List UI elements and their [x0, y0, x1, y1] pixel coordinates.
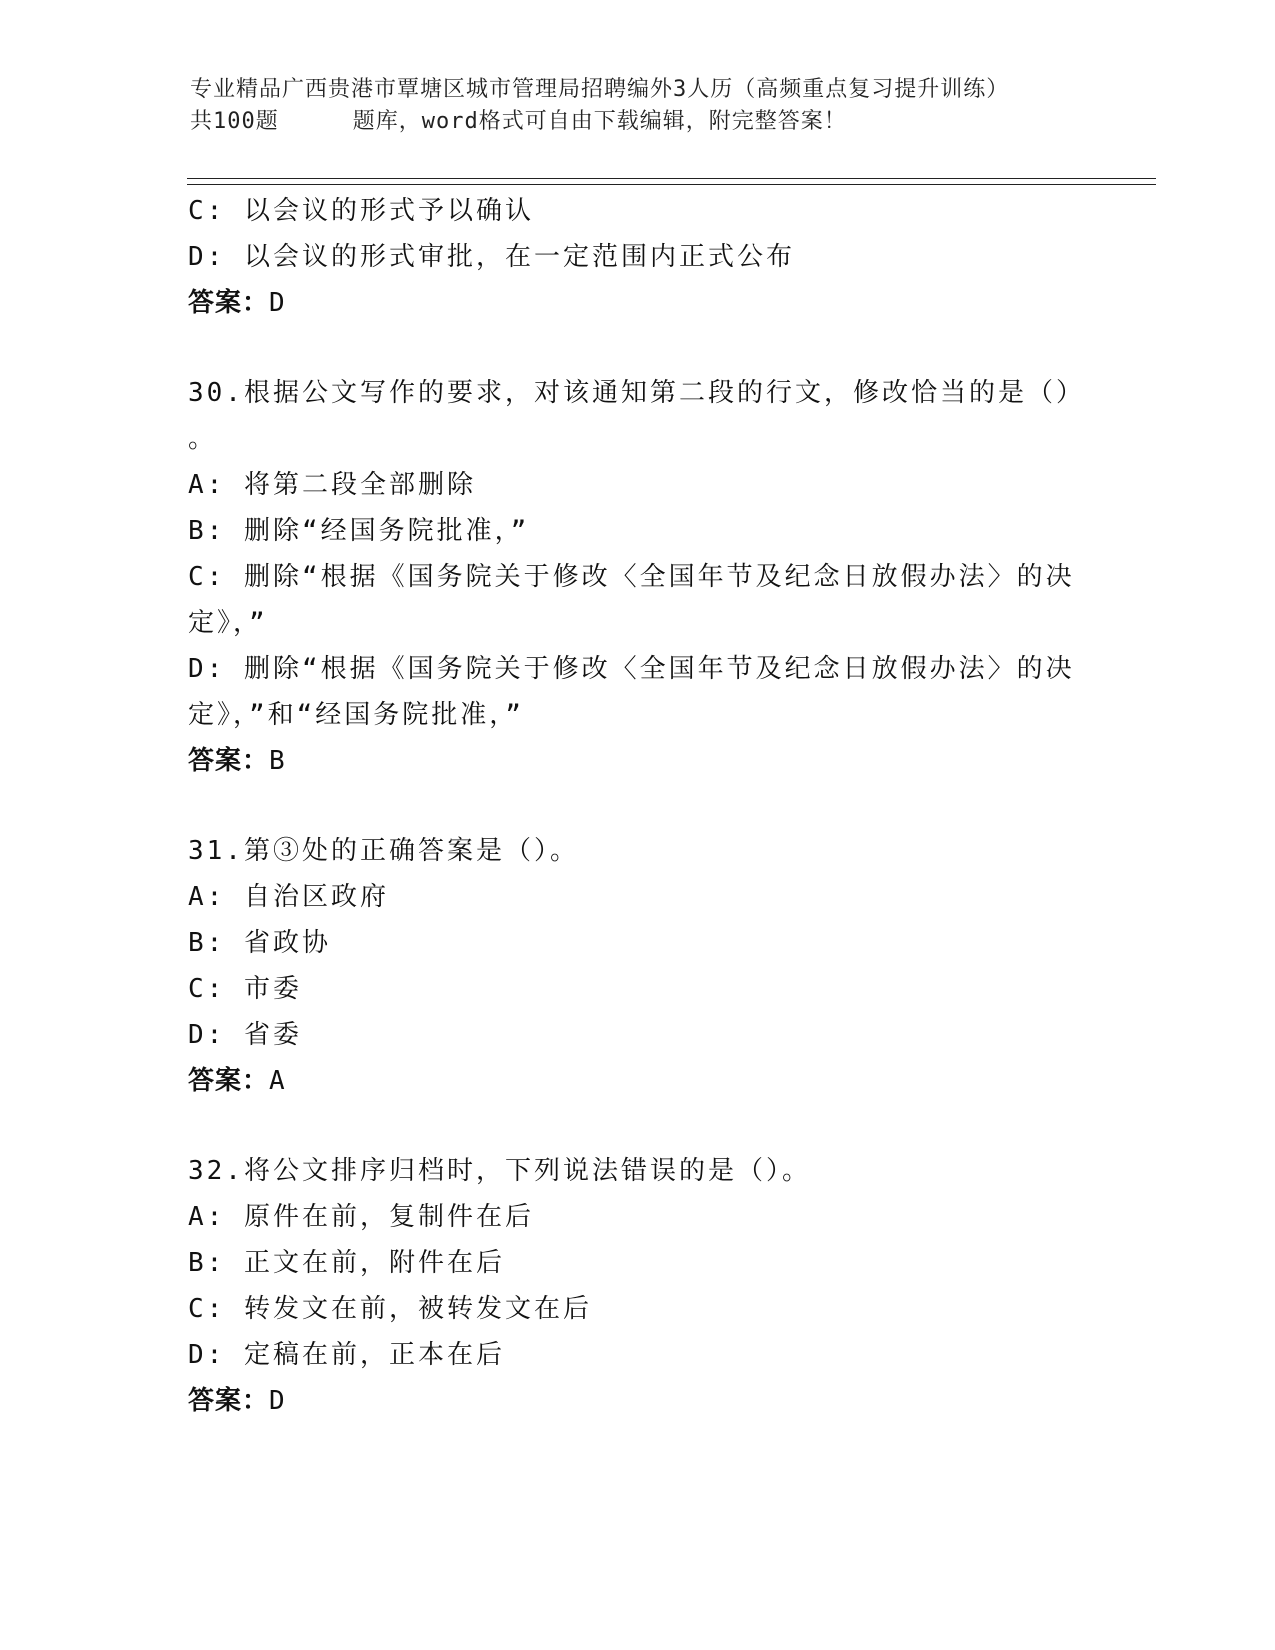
question-stem-continued: 。 — [188, 424, 218, 454]
option-d: D: 以会议的形式审批，在一定范围内正式公布 — [188, 242, 795, 272]
header-double-rule — [187, 178, 1156, 185]
answer-value: D — [269, 1386, 286, 1416]
question-block-prev — [188, 188, 1088, 326]
question-block-30 — [188, 370, 1088, 784]
option-b: B: 省政协 — [188, 928, 331, 958]
option-b: B: 正文在前，附件在后 — [188, 1248, 505, 1278]
option-a: A: 自治区政府 — [188, 882, 389, 912]
answer-value: B — [269, 746, 286, 776]
option-a: A: 原件在前，复制件在后 — [188, 1202, 534, 1232]
question-block-32 — [188, 1148, 1088, 1424]
answer-label: 答案： — [188, 746, 270, 776]
answer-label: 答案： — [188, 288, 270, 318]
header-subtitle-line — [190, 106, 1090, 138]
answer-line — [188, 280, 1088, 326]
header-description: 题库，word格式可自由下载编辑，附完整答案！ — [352, 109, 847, 134]
option-c: C: 转发文在前，被转发文在后 — [188, 1294, 592, 1324]
answer-value: D — [269, 288, 286, 318]
option-c: C: 删除“根据《国务院关于修改〈全国年节及纪念日放假办法〉的决 — [188, 562, 1075, 592]
answer-label: 答案： — [188, 1386, 270, 1416]
question-stem: 30.根据公文写作的要求，对该通知第二段的行文，修改恰当的是（） — [188, 378, 1085, 408]
option-d: D: 省委 — [188, 1020, 302, 1050]
header-title-line: 专业精品广西贵港市覃塘区城市管理局招聘编外3人历（高频重点复习提升训练） — [190, 77, 1010, 102]
option-b: B: 删除“经国务院批准，” — [188, 516, 530, 546]
document-body — [188, 188, 1088, 1424]
option-d-continued: 定》，”和“经国务院批准，” — [188, 700, 524, 730]
answer-label: 答案： — [188, 1066, 270, 1096]
option-d: D: 删除“根据《国务院关于修改〈全国年节及纪念日放假办法〉的决 — [188, 654, 1075, 684]
question-stem: 32.将公文排序归档时，下列说法错误的是（）。 — [188, 1156, 811, 1186]
answer-line — [188, 1378, 1088, 1424]
header-question-count: 共100题 — [190, 109, 279, 134]
option-d: D: 定稿在前，正本在后 — [188, 1340, 505, 1370]
question-block-31 — [188, 828, 1088, 1104]
answer-value: A — [269, 1066, 286, 1096]
option-c: C: 市委 — [188, 974, 302, 1004]
answer-line — [188, 738, 1088, 784]
option-c: C: 以会议的形式予以确认 — [188, 196, 534, 226]
question-stem: 31.第③处的正确答案是（）。 — [188, 836, 579, 866]
option-c-continued: 定》，” — [188, 608, 268, 638]
answer-line — [188, 1058, 1088, 1104]
page-header — [190, 74, 1090, 138]
option-a: A: 将第二段全部删除 — [188, 470, 476, 500]
